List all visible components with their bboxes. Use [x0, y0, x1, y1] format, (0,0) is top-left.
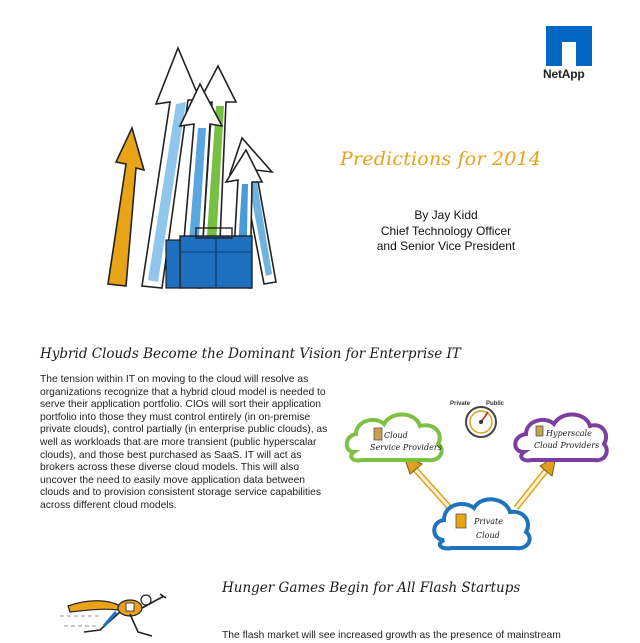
growth-arrows-illustration	[96, 40, 286, 298]
section-body-flash-startups: The flash market will see increased growth as the presence of mainstream	[222, 630, 561, 641]
gauge-label-private: Private	[450, 401, 471, 407]
section-heading-flash-startups: Hunger Games Begin for All Flash Startups	[222, 580, 521, 596]
cloud-hyperscale	[515, 414, 607, 460]
private-public-gauge-icon	[450, 401, 505, 437]
cloud-label-hyperscale-1: Hyperscale	[546, 429, 592, 438]
hybrid-cloud-diagram	[340, 392, 610, 558]
cloud-label-service-providers-2: Service Providers	[370, 443, 442, 452]
netapp-logo-mark-icon	[546, 26, 592, 66]
report-title: Predictions for 2014	[340, 148, 542, 170]
cloud-label-private-2: Cloud	[476, 531, 500, 540]
netapp-logo[interactable]	[543, 26, 597, 81]
cloud-label-service-providers-1: Cloud	[384, 431, 408, 440]
byline-author: By Jay Kidd	[414, 208, 478, 222]
cloud-service-providers	[347, 414, 442, 460]
section-heading-hybrid-clouds: Hybrid Clouds Become the Dominant Vision for Enterprise IT	[40, 346, 461, 362]
superhero-runner-illustration	[60, 586, 180, 640]
cloud-label-hyperscale-2: Cloud Providers	[534, 441, 600, 450]
cloud-label-private-1: Private	[474, 517, 504, 526]
gauge-label-public: Public	[486, 401, 505, 407]
byline	[354, 208, 538, 255]
byline-role-2: and Senior Vice President	[376, 239, 516, 253]
section-body-hybrid-clouds: The tension within IT on moving to the cloud will resolve as organizations recognize that a hybrid cloud model is needed to serve their application portfolio. CIOs will sort their application portfolio into those they must control entirely (in on-premise private clouds), control partially (in enterprise public clouds), as well as workloads that are more transient (public hyperscalar clouds), and those best purchased as SaaS. IT will act as brokers across these diverse cloud models. This will also uncover the need to easily move application data between clouds and to provision consistent storage service capabilities across different cloud models.	[40, 374, 328, 511]
brand-name: NetApp	[543, 67, 585, 81]
byline-role: Chief Technology Officer	[380, 223, 512, 238]
